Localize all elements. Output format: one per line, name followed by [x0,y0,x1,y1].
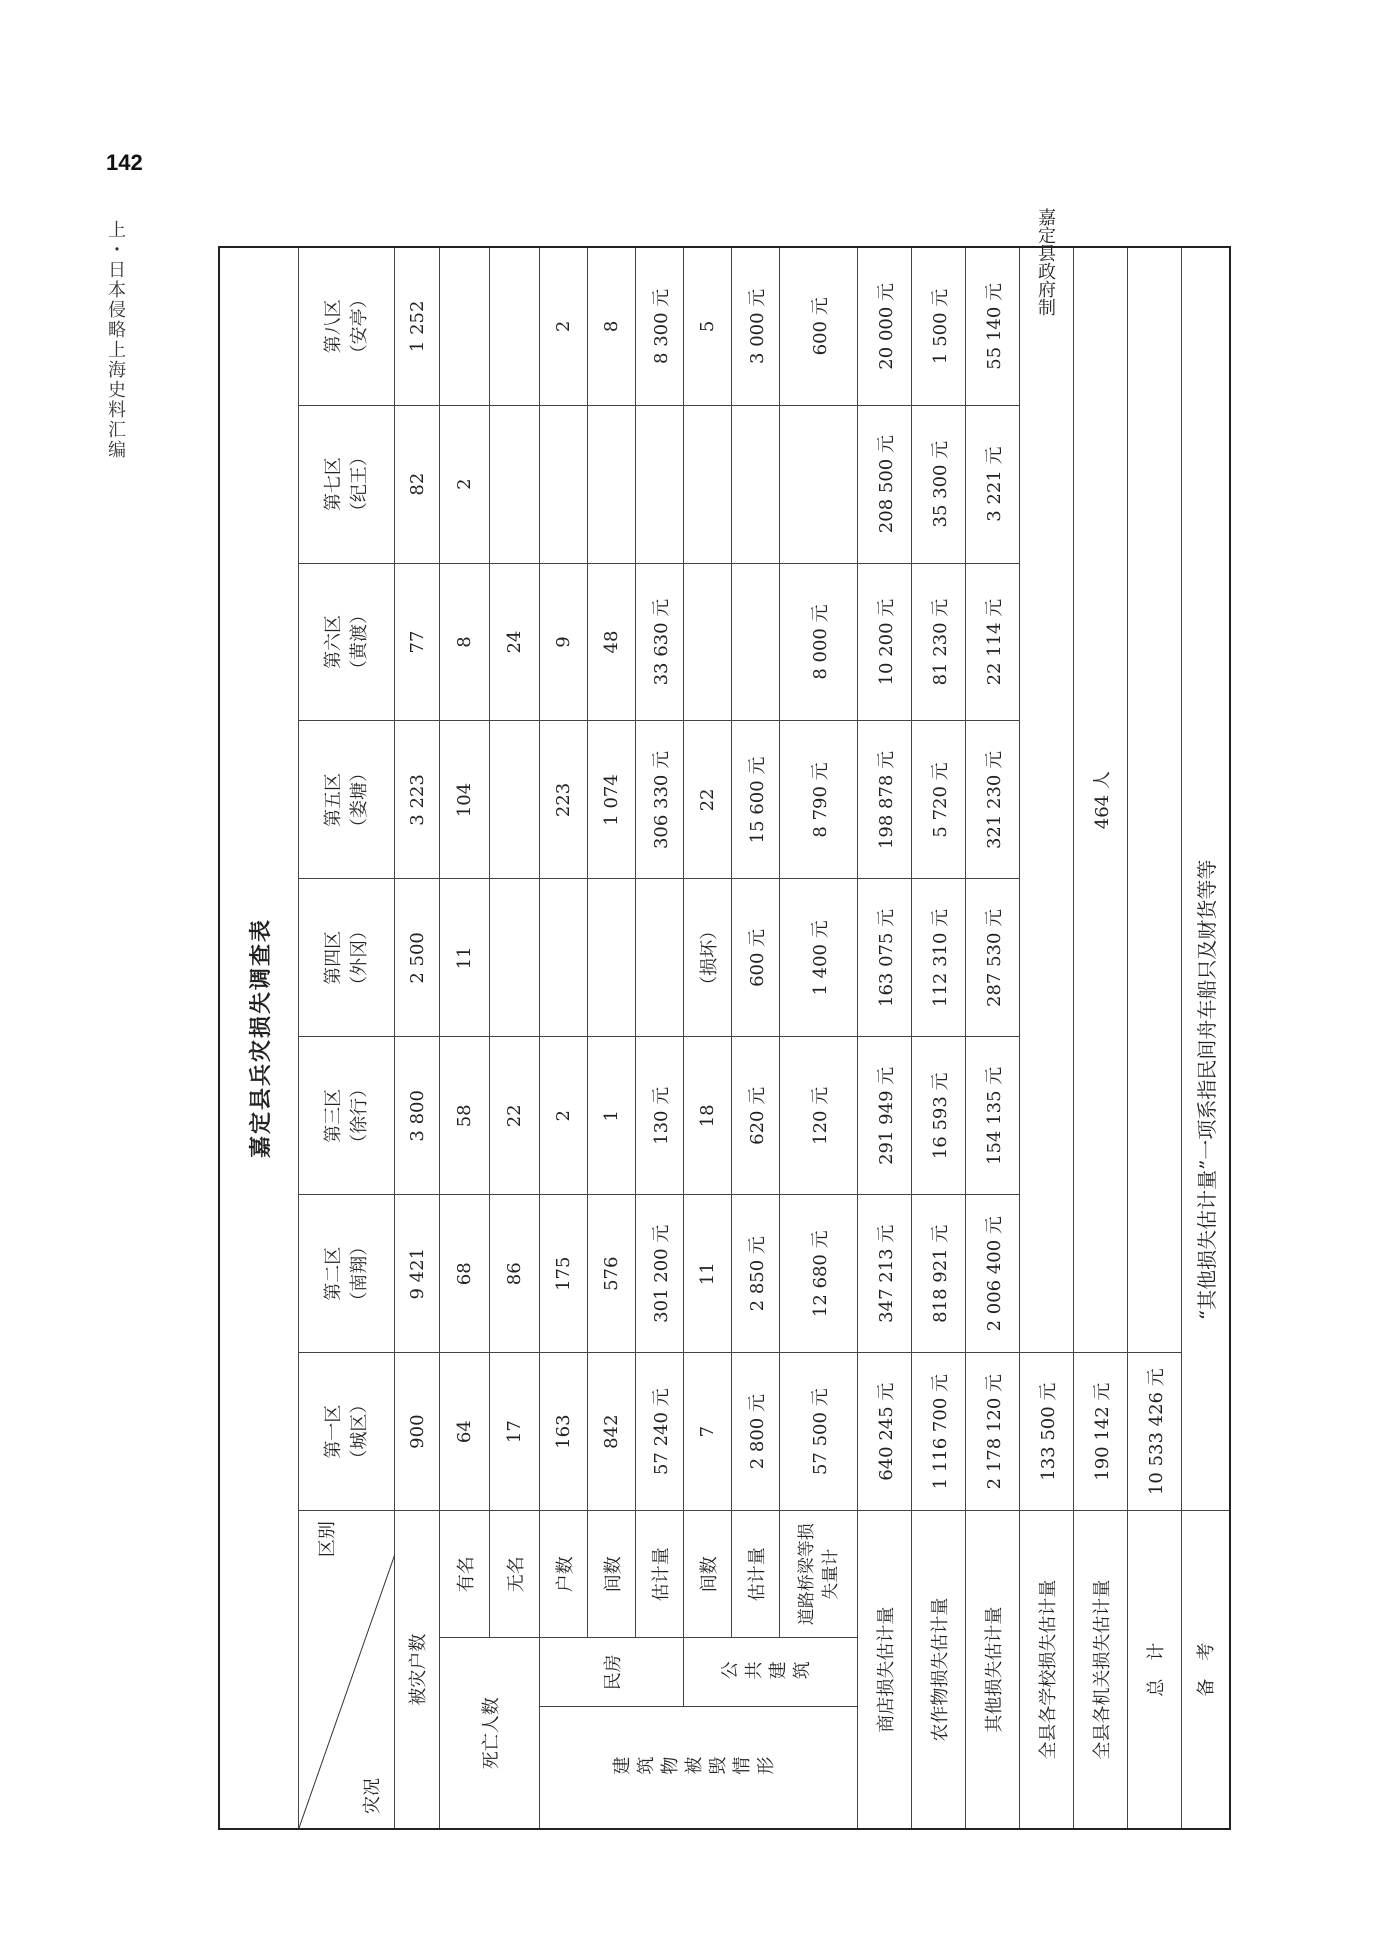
row-crop-loss [912,247,966,1829]
cell-unnamed-district-8 [490,247,540,405]
school-loss-value: 133 500 元 [1020,1353,1074,1511]
cell-res-rooms-district-1: 842 [588,1353,636,1511]
cell-affected-households-district-7: 82 [395,405,440,563]
cell-other-loss-district-3: 154 135 元 [966,1037,1020,1195]
cell-roads-district-6: 8 000 元 [780,563,858,721]
cell-affected-households-district-5: 3 223 [395,721,440,879]
cell-res-rooms-district-5: 1 074 [588,721,636,879]
cell-res-estimate-district-4 [636,879,684,1037]
label-unnamed: 无名 [490,1511,540,1638]
cell-res-rooms-district-6: 48 [588,563,636,721]
district-header: 区别 [317,1521,338,1558]
label-affected-households: 被灾户数 [395,1511,440,1829]
cell-res-rooms-district-4 [588,879,636,1037]
cell-other-loss-district-2: 2 006 400 元 [966,1195,1020,1353]
cell-named-district-1: 64 [440,1353,490,1511]
cell-res-estimate-district-8: 8 300 元 [636,247,684,405]
cell-other-loss-district-8: 55 140 元 [966,247,1020,405]
cell-res-estimate-district-1: 57 240 元 [636,1353,684,1511]
label-shop-loss: 商店损失估计量 [858,1511,912,1829]
row-total [1128,247,1182,1829]
district-5: 第五区 （娄塘） [299,721,395,879]
cell-crop-loss-district-5: 5 720 元 [912,721,966,879]
cell-res-households-district-5: 223 [540,721,588,879]
cell-pub-estimate-district-1: 2 800 元 [732,1353,780,1511]
cell-res-households-district-8: 2 [540,247,588,405]
cell-affected-households-district-3: 3 800 [395,1037,440,1195]
district-7: 第七区 （纪王） [299,405,395,563]
row-affected-households [395,247,440,1829]
cell-named-district-7: 2 [440,405,490,563]
cell-roads-district-2: 12 680 元 [780,1195,858,1353]
cell-affected-households-district-1: 900 [395,1353,440,1511]
row-shop-loss [858,247,912,1829]
row-res-rooms [588,247,636,1829]
district-2: 第二区 （南翔） [299,1195,395,1353]
cell-shop-loss-district-8: 20 000 元 [858,247,912,405]
cell-crop-loss-district-1: 1 116 700 元 [912,1353,966,1511]
row-school-loss [1020,247,1074,1829]
label-residences: 民房 [540,1638,684,1707]
remarks-text: “其他损失估计量”一项系指民间舟车船只及财货等等 [1182,247,1230,1511]
cell-res-estimate-district-7 [636,405,684,563]
cell-res-estimate-district-5: 306 330 元 [636,721,684,879]
row-named [440,247,490,1829]
total-value: 10 533 426 元 [1128,1353,1182,1511]
cell-pub-estimate-district-4: 600 元 [732,879,780,1037]
cell-affected-households-district-4: 2 500 [395,879,440,1037]
cell-unnamed-district-1: 17 [490,1353,540,1511]
label-agency-loss: 全县各机关损失估计量 [1074,1511,1128,1829]
label-buildings: 建筑物被毁情形 [540,1707,858,1829]
cell-other-loss-district-6: 22 114 元 [966,563,1020,721]
cell-roads-district-7 [780,405,858,563]
label-res-estimate: 估计量 [636,1511,684,1638]
cell-affected-households-district-2: 9 421 [395,1195,440,1353]
cell-res-rooms-district-7 [588,405,636,563]
cell-crop-loss-district-4: 112 310 元 [912,879,966,1037]
cell-unnamed-district-2: 86 [490,1195,540,1353]
label-deaths: 死亡人数 [440,1638,540,1829]
cell-roads-district-8: 600 元 [780,247,858,405]
cell-shop-loss-district-4: 163 075 元 [858,879,912,1037]
cell-res-households-district-1: 163 [540,1353,588,1511]
cell-pub-rooms-district-4: （损坏） [684,879,732,1037]
district-header-row [299,247,395,1829]
district-8: 第八区 （安亭） [299,247,395,405]
label-other-loss: 其他损失估计量 [966,1511,1020,1829]
cell-pub-estimate-district-3: 620 元 [732,1037,780,1195]
cell-res-households-district-6: 9 [540,563,588,721]
cell-shop-loss-district-6: 10 200 元 [858,563,912,721]
cell-other-loss-district-5: 321 230 元 [966,721,1020,879]
cell-other-loss-district-7: 3 221 元 [966,405,1020,563]
page-number: 142 [106,150,143,175]
cell-shop-loss-district-3: 291 949 元 [858,1037,912,1195]
cell-res-households-district-2: 175 [540,1195,588,1353]
row-unnamed [490,247,540,1829]
agency-loss-value: 190 142 元 [1074,1353,1128,1511]
cell-roads-district-1: 57 500 元 [780,1353,858,1511]
cell-unnamed-district-7 [490,405,540,563]
cell-pub-rooms-district-1: 7 [684,1353,732,1511]
cell-affected-households-district-8: 1 252 [395,247,440,405]
cell-pub-estimate-district-7 [732,405,780,563]
cell-crop-loss-district-3: 16 593 元 [912,1037,966,1195]
row-res-estimate [636,247,684,1829]
cell-res-households-district-3: 2 [540,1037,588,1195]
label-pub-estimate: 估计量 [732,1511,780,1638]
disaster-header: 灾况 [362,1778,383,1814]
label-named: 有名 [440,1511,490,1638]
district-4: 第四区 （外冈） [299,879,395,1037]
label-roads: 道路桥梁等损失量计 [780,1511,858,1638]
label-pub-rooms: 间数 [684,1511,732,1638]
running-head: 上・日本侵略上海史料汇编 [105,220,126,460]
label-res-rooms: 间数 [588,1511,636,1638]
district-1: 第一区 （城区） [299,1353,395,1511]
cell-named-district-3: 58 [440,1037,490,1195]
cell-shop-loss-district-2: 347 213 元 [858,1195,912,1353]
cell-res-estimate-district-2: 301 200 元 [636,1195,684,1353]
cell-shop-loss-district-7: 208 500 元 [858,405,912,563]
cell-unnamed-district-6: 24 [490,563,540,721]
label-public-buildings: 公共建筑 [684,1638,858,1707]
label-school-loss: 全县各学校损失估计量 [1020,1511,1074,1829]
cell-named-district-6: 8 [440,563,490,721]
district-3: 第三区 （徐行） [299,1037,395,1195]
cell-crop-loss-district-6: 81 230 元 [912,563,966,721]
cell-named-district-5: 104 [440,721,490,879]
cell-other-loss-district-1: 2 178 120 元 [966,1353,1020,1511]
cell-unnamed-district-4 [490,879,540,1037]
cell-pub-estimate-district-2: 2 850 元 [732,1195,780,1353]
cell-other-loss-district-4: 287 530 元 [966,879,1020,1037]
cell-pub-estimate-district-6 [732,563,780,721]
cell-roads-district-3: 120 元 [780,1037,858,1195]
side-note: 嘉定县政府制 [1035,208,1056,316]
cell-roads-district-5: 8 790 元 [780,721,858,879]
cell-pub-rooms-district-7 [684,405,732,563]
cell-shop-loss-district-1: 640 245 元 [858,1353,912,1511]
cell-res-estimate-district-3: 130 元 [636,1037,684,1195]
cell-unnamed-district-5 [490,721,540,879]
row-pub-rooms [684,247,732,1829]
cell-res-rooms-district-2: 576 [588,1195,636,1353]
row-pub-estimate [732,247,780,1829]
row-roads [780,247,858,1829]
row-remarks [1182,247,1230,1829]
rotated-table [218,246,1219,1830]
cell-res-estimate-district-6: 33 630 元 [636,563,684,721]
label-res-households: 户数 [540,1511,588,1638]
cell-pub-rooms-district-5: 22 [684,721,732,879]
cell-pub-estimate-district-8: 3 000 元 [732,247,780,405]
district-6: 第六区 （黄渡） [299,563,395,721]
label-crop-loss: 农作物损失估计量 [912,1511,966,1829]
cell-pub-rooms-district-8: 5 [684,247,732,405]
cell-res-households-district-4 [540,879,588,1037]
cell-named-district-8 [440,247,490,405]
cell-crop-loss-district-2: 818 921 元 [912,1195,966,1353]
cell-pub-rooms-district-3: 18 [684,1037,732,1195]
cell-res-households-district-7 [540,405,588,563]
cell-roads-district-4: 1 400 元 [780,879,858,1037]
diagonal-header-cell [299,1511,395,1829]
cell-pub-estimate-district-5: 15 600 元 [732,721,780,879]
row-res-households [540,247,588,1829]
agency-loss-note: 464 人 [1074,247,1128,1353]
cell-named-district-2: 68 [440,1195,490,1353]
cell-pub-rooms-district-2: 11 [684,1195,732,1353]
cell-res-rooms-district-8: 8 [588,247,636,405]
loss-survey-table [218,246,1231,1830]
row-agency-loss [1074,247,1128,1829]
cell-named-district-4: 11 [440,879,490,1037]
cell-res-rooms-district-3: 1 [588,1037,636,1195]
label-total: 总 计 [1128,1511,1182,1829]
cell-crop-loss-district-8: 1 500 元 [912,247,966,405]
table-title: 嘉定县兵灾损失调查表 [248,918,274,1159]
cell-pub-rooms-district-6 [684,563,732,721]
cell-affected-households-district-6: 77 [395,563,440,721]
label-remarks: 备 考 [1182,1511,1230,1829]
cell-unnamed-district-3: 22 [490,1037,540,1195]
cell-shop-loss-district-5: 198 878 元 [858,721,912,879]
cell-crop-loss-district-7: 35 300 元 [912,405,966,563]
row-other-loss [966,247,1020,1829]
